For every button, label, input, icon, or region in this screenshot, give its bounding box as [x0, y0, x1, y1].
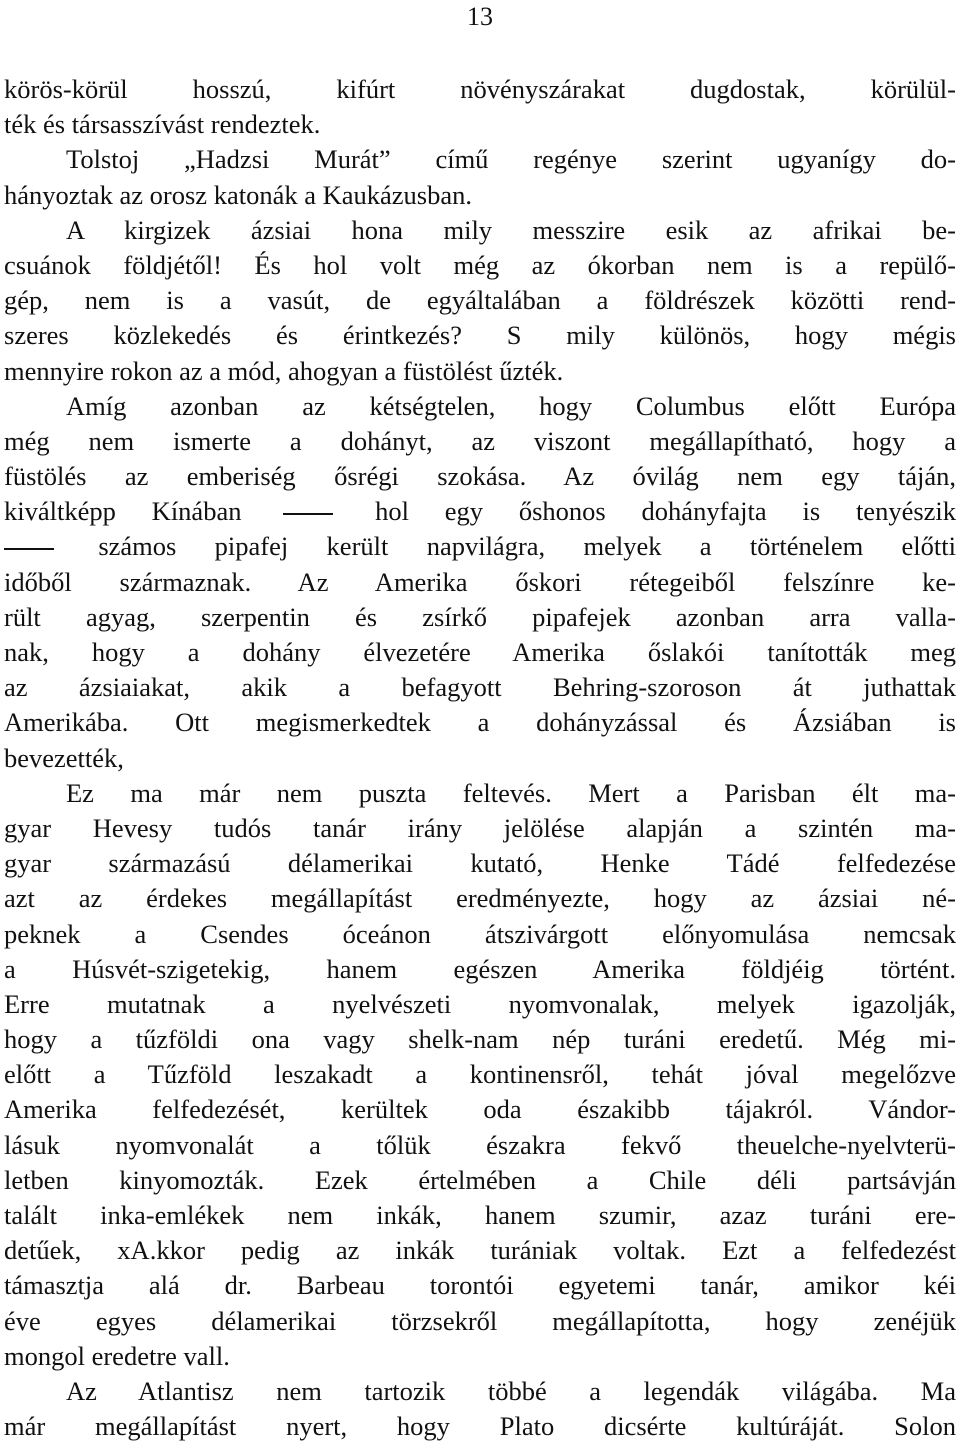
- text-line: támasztja alá dr. Barbeau torontói egyetemi tanár, amikor kéi: [4, 1270, 956, 1301]
- text-line: [4, 529, 956, 564]
- text-line: körös-körül hosszú, kifúrt növényszárakat dugdostak, körülül-: [4, 74, 956, 104]
- page-number: 13: [467, 2, 493, 31]
- text-segment: kiváltképp Kínában: [4, 496, 242, 527]
- text-line: mongol eredetre vall.: [4, 1340, 230, 1371]
- text-line: peknek a Csendes óceánon átszivárgott előnyomulása nemcsak: [4, 918, 956, 949]
- text-line: még nem ismerte a dohányt, az viszont megállapítható, hogy a: [4, 425, 956, 456]
- text-line: [4, 494, 956, 529]
- text-line: Amíg azonban az kétségtelen, hogy Columbus előtt Európa: [66, 390, 956, 421]
- text-line: letben kinyomozták. Ezek értelmében a Chile déli partsávján: [4, 1164, 956, 1195]
- text-line: Tolstoj „Hadzsi Murát” című regénye szerint ugyanígy do-: [66, 144, 956, 175]
- text-line: lásuk nyomvonalát a tőlük északra fekvő theuelche-nyelvterü-: [4, 1129, 956, 1160]
- text-line: Erre mutatnak a nyelvészeti nyomvonalak, melyek igazolják,: [4, 988, 956, 1019]
- text-line: előtt a Tűzföld leszakadt a kontinensről, tehát jóval megelőzve: [4, 1059, 956, 1090]
- text-line: bevezették,: [4, 742, 124, 773]
- text-line: gyar származású délamerikai kutató, Henke Tádé felfedezése: [4, 848, 956, 879]
- text-line: Amerikába. Ott megismerkedtek a dohányzással és Ázsiában is: [4, 707, 956, 738]
- text-line: rült agyag, szerpentin és zsírkő pipafejek azonban arra valla-: [4, 601, 956, 632]
- text-line: talált inka-emlékek nem inkák, hanem szumir, azaz turáni ere-: [4, 1200, 956, 1230]
- text-line: időből származnak. Az Amerika őskori rétegeiből felszínre ke-: [4, 566, 956, 597]
- text-segment: hol egy őshonos dohányfajta is tenyészik: [375, 496, 957, 527]
- text-line: Az Atlantisz nem tartozik többé a legendák világába. Ma: [66, 1375, 956, 1406]
- text-segment: számos pipafej került napvilágra, melyek a történelem előtti: [98, 531, 956, 562]
- text-line: gyar Hevesy tudós tanár irány jelölése alapján a szintén ma-: [4, 812, 956, 843]
- body-text: [4, 72, 956, 1444]
- text-line: mennyire rokon az a mód, ahogyan a füstölést űzték.: [4, 355, 564, 386]
- text-line: ték és társasszívást rendeztek.: [4, 109, 321, 140]
- text-line: éve egyes délamerikai törzsekről megállapította, hogy zenéjük: [4, 1305, 956, 1336]
- text-line: gép, nem is a vasút, de egyáltalában a földrészek közötti rend-: [4, 285, 956, 316]
- text-line: nak, hogy a dohány élvezetére Amerika őslakói tanították meg: [4, 637, 956, 667]
- em-dash: [4, 548, 54, 550]
- text-line: hogy a tűzföldi ona vagy shelk-nam nép turáni eredetű. Még mi-: [4, 1024, 956, 1055]
- em-dash: [283, 513, 333, 515]
- text-line: Amerika felfedezését, kerültek oda északibb tájakról. Vándor-: [4, 1094, 956, 1125]
- text-line: azt az érdekes megállapítást eredményezte, hogy az ázsiai né-: [4, 883, 956, 914]
- text-line: detűek, xA.kkor pedig az inkák turániak voltak. Ezt a felfedezést: [4, 1235, 956, 1266]
- text-line: szeres közlekedés és érintkezés? S mily különös, hogy mégis: [4, 320, 956, 351]
- text-line: csuánok földjétől! És hol volt még az ókorban nem is a repülő-: [4, 249, 956, 280]
- text-line: A kirgizek ázsiai hona mily messzire esik az afrikai be-: [66, 214, 956, 245]
- text-line: már megállapítást nyert, hogy Plato dicsérte kultúráját. Solon: [4, 1411, 956, 1442]
- text-line: Ez ma már nem puszta feltevés. Mert a Parisban élt ma-: [66, 777, 956, 808]
- text-line: hányoztak az orosz katonák a Kaukázusban.: [4, 179, 472, 210]
- text-line: az ázsiaiakat, akik a befagyott Behring-szoroson át juthattak: [4, 672, 956, 703]
- text-line: füstölés az emberiség ősrégi szokása. Az óvilág nem egy táján,: [4, 461, 956, 492]
- text-line: a Húsvét-szigetekig, hanem egészen Amerika földjéig történt.: [4, 953, 956, 984]
